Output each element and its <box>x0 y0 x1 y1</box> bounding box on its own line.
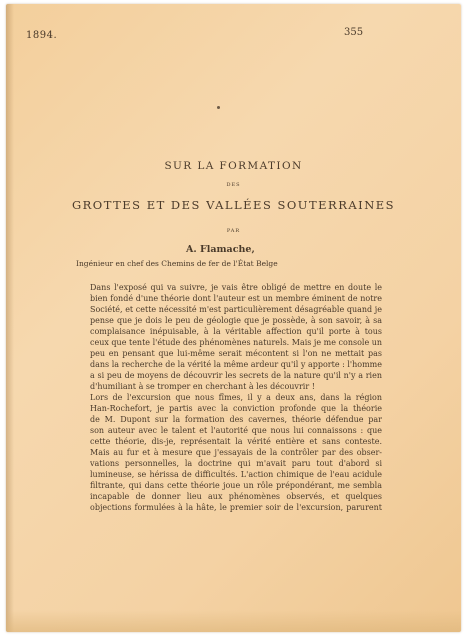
body-line: dans la recherche de la vérité la même ardeur qu'il y apporte : l'homme <box>90 360 382 369</box>
header-page-number: 355 <box>344 27 364 38</box>
body-line: ceux que tente l'étude des phénomènes naturels. Mais je me console un <box>90 338 382 347</box>
body-line: lumineuse, se hérissa de difficultés. L'action chimique de l'eau acidule <box>90 470 382 479</box>
body-line: Han-Rochefort, je partis avec la conviction profonde que la théorie <box>90 404 382 413</box>
title-line-1: SUR LA FORMATION <box>164 160 303 172</box>
title-line-2: GROTTES ET DES VALLÉES SOUTERRAINES <box>71 198 396 212</box>
body-line: vations personnelles, la doctrine qui m'avait paru tout d'abord si <box>90 459 382 468</box>
title-connector: DES <box>226 182 241 188</box>
body-line: bien fondé d'une théorie dont l'auteur est un membre éminent de notre <box>90 294 382 303</box>
body-line: Lors de l'excursion que nous fîmes, il y a deux ans, dans la région <box>90 393 382 402</box>
body-line: objections formulées à la hâte, le premier soir de l'excursion, parurent <box>90 503 382 512</box>
body-line: a si peu de moyens de découvrir les secrets de la nature qu'il n'y a rien <box>90 371 382 380</box>
paper-speck <box>217 106 220 109</box>
document-page <box>6 4 461 632</box>
body-line: peu en pensant que lui-même serait mécontent si l'on ne mettait pas <box>90 349 382 358</box>
body-line: pense que je dois le peu de géologie que je possède, à son savoir, à sa <box>90 316 382 325</box>
body-line: d'humiliant à se tromper en cherchant à les découvrir ! <box>90 382 315 391</box>
title-by: PAR <box>226 228 241 234</box>
body-line: incapable de donner lieu aux phénomènes observés, et quelques <box>90 492 382 501</box>
body-line: Mais au fur et à mesure que j'essayais de la contrôler par des obser- <box>90 448 382 457</box>
body-line: de M. Dupont sur la formation des cavernes, théorie défendue par <box>90 415 382 424</box>
body-text <box>90 282 382 513</box>
body-line: son auteur avec le talent et l'autorité que nous lui connaissons : que <box>90 426 382 435</box>
author-name: A. Flamache, <box>186 244 255 255</box>
body-line: filtrante, qui dans cette théorie joue un rôle prépondérant, me sembla <box>90 481 382 490</box>
body-line: cette théorie, dis-je, représentait la vérité entière et sans conteste. <box>90 437 382 446</box>
author-affiliation: Ingénieur en chef des Chemins de fer de l'État Belge <box>76 259 278 268</box>
body-line: Société, et cette nécessité m'est particulièrement désagréable quand je <box>90 305 382 314</box>
header-year: 1894. <box>26 30 58 41</box>
body-line: Dans l'exposé qui va suivre, je vais être obligé de mettre en doute le <box>90 283 382 292</box>
body-line: complaisance inépuisable, à la véritable affection qu'il porte à tous <box>90 327 382 336</box>
